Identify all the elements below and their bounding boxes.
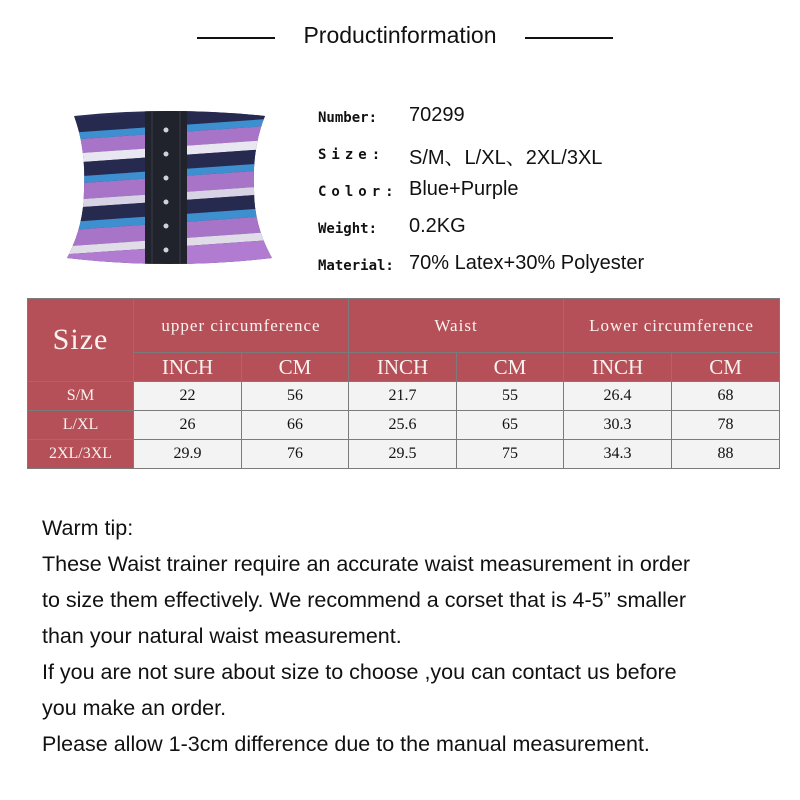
warm-tip	[42, 510, 782, 762]
tip-line: These Waist trainer require an accurate waist measurement in order	[42, 552, 691, 576]
info-label-color: Color:	[318, 184, 399, 200]
table-row	[28, 382, 780, 411]
info-row-color	[318, 178, 788, 215]
table-row	[28, 411, 780, 440]
info-label-size: Size:	[318, 147, 386, 163]
unit-header: INCH	[134, 353, 242, 382]
table-cell: 25.6	[349, 411, 457, 440]
tip-line: If you are not sure about size to choose ,you can contact us before	[42, 660, 677, 684]
product-image	[62, 108, 277, 273]
table-cell: 88	[672, 440, 780, 469]
tip-line: you make an order.	[42, 696, 227, 720]
header-rule-right	[525, 37, 613, 39]
section-header	[0, 22, 800, 52]
row-size-label: S/M	[28, 382, 134, 411]
info-row-number	[318, 104, 788, 141]
table-cell: 55	[457, 382, 564, 411]
info-value-number: 70299	[409, 104, 465, 126]
info-value-size: S/M、L/XL、2XL/3XL	[409, 147, 603, 169]
size-chart-table	[27, 298, 780, 469]
info-row-weight	[318, 215, 788, 252]
table-cell: 30.3	[564, 411, 672, 440]
row-size-label: 2XL/3XL	[28, 440, 134, 469]
table-cell: 29.9	[134, 440, 242, 469]
table-cell: 29.5	[349, 440, 457, 469]
tip-line: than your natural waist measurement.	[42, 624, 402, 648]
info-row-material	[318, 252, 788, 289]
table-cell: 68	[672, 382, 780, 411]
info-label-number: Number:	[318, 110, 378, 126]
info-label-material: Material:	[318, 258, 394, 274]
table-cell: 26.4	[564, 382, 672, 411]
tip-line: Please allow 1-3cm difference due to the manual measurement.	[42, 732, 650, 756]
size-column-header: Size	[28, 299, 134, 382]
table-cell: 75	[457, 440, 564, 469]
info-value-material: 70% Latex+30% Polyester	[409, 252, 645, 274]
table-cell: 76	[242, 440, 349, 469]
table-cell: 22	[134, 382, 242, 411]
unit-header: CM	[672, 353, 780, 382]
info-row-size	[318, 141, 788, 178]
group-header-upper: upper circumference	[134, 299, 349, 353]
unit-header: INCH	[564, 353, 672, 382]
info-value-color: Blue+Purple	[409, 178, 519, 200]
product-info-list	[318, 104, 788, 289]
tip-line: to size them effectively. We recommend a corset that is 4-5” smaller	[42, 588, 687, 612]
table-cell: 78	[672, 411, 780, 440]
unit-header: CM	[242, 353, 349, 382]
table-cell: 65	[457, 411, 564, 440]
waist-trainer-illustration	[62, 108, 277, 273]
tip-heading: Warm tip:	[42, 516, 134, 540]
table-cell: 26	[134, 411, 242, 440]
unit-header: CM	[457, 353, 564, 382]
table-cell: 66	[242, 411, 349, 440]
info-value-weight: 0.2KG	[409, 215, 466, 237]
unit-header: INCH	[349, 353, 457, 382]
table-cell: 34.3	[564, 440, 672, 469]
table-cell: 21.7	[349, 382, 457, 411]
table-cell: 56	[242, 382, 349, 411]
row-size-label: L/XL	[28, 411, 134, 440]
header-rule-left	[197, 37, 275, 39]
table-row	[28, 440, 780, 469]
table-group-header-row	[28, 299, 780, 353]
group-header-lower: Lower circumference	[564, 299, 780, 353]
page-title: Productinformation	[303, 22, 497, 48]
group-header-waist: Waist	[349, 299, 564, 353]
info-label-weight: Weight:	[318, 221, 378, 237]
table-unit-row	[28, 353, 780, 382]
